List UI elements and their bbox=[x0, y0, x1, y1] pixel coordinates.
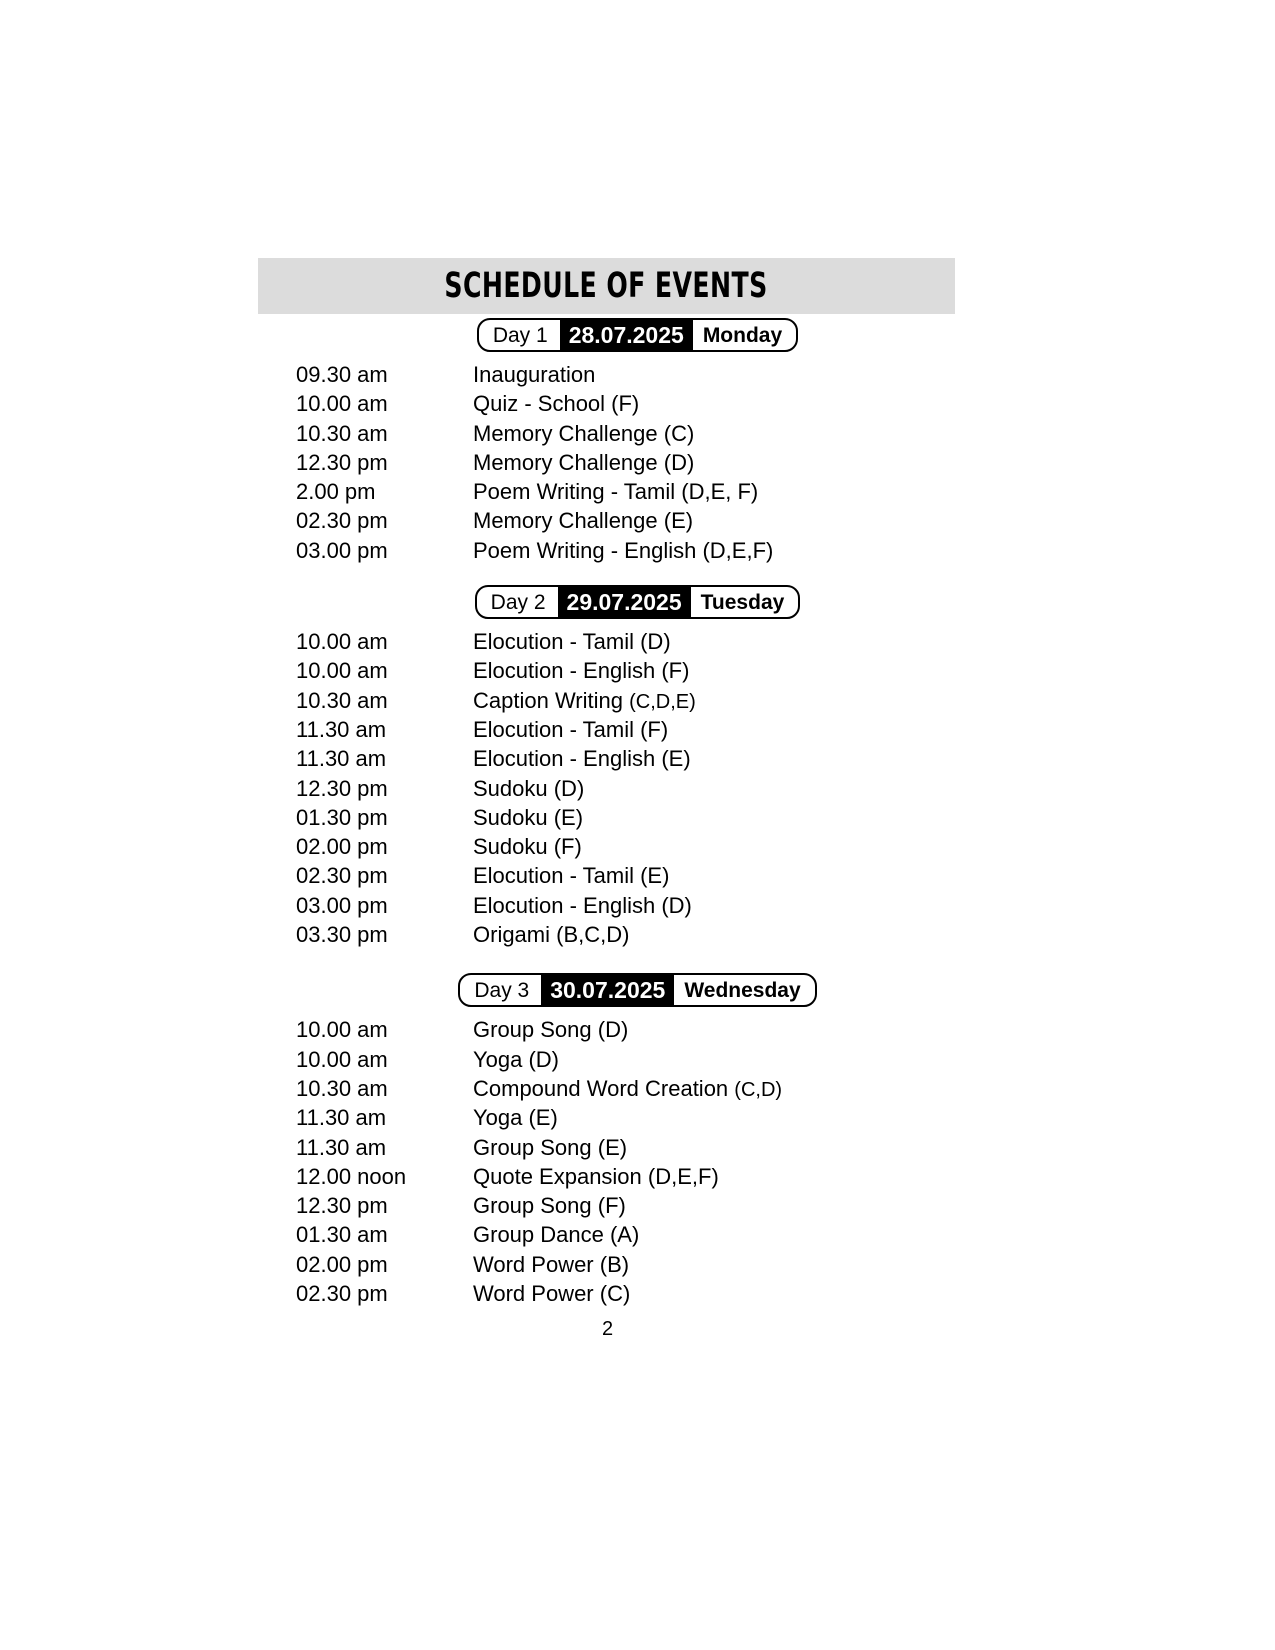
event-name-text: Compound Word Creation bbox=[473, 1075, 735, 1101]
event-time: 01.30 am bbox=[296, 1222, 388, 1248]
event-row bbox=[0, 1047, 1275, 1076]
event-row bbox=[0, 1281, 1275, 1310]
day-block bbox=[0, 973, 1275, 1310]
event-time: 10.00 am bbox=[296, 1017, 388, 1043]
event-time: 09.30 am bbox=[296, 362, 388, 387]
event-row bbox=[0, 717, 1275, 746]
day-badge-label: Day 2 bbox=[490, 590, 546, 614]
event-time: 10.00 am bbox=[296, 1046, 388, 1072]
event-name-text: Caption Writing bbox=[473, 687, 630, 713]
event-row bbox=[0, 629, 1275, 658]
event-time: 02.00 pm bbox=[296, 1251, 388, 1277]
event-row bbox=[0, 688, 1275, 717]
page-title: SCHEDULE OF EVENTS bbox=[444, 265, 769, 306]
event-row bbox=[0, 658, 1275, 687]
day-badge-date: 29.07.2025 bbox=[558, 587, 691, 617]
event-time: 11.30 am bbox=[296, 716, 387, 742]
event-row bbox=[0, 450, 1275, 479]
event-name bbox=[473, 391, 639, 417]
event-time: 02.30 pm bbox=[296, 1281, 388, 1307]
event-name bbox=[473, 629, 671, 655]
event-name bbox=[473, 863, 669, 889]
event-name bbox=[473, 1193, 626, 1219]
day-badge-date: 30.07.2025 bbox=[541, 975, 674, 1005]
event-row bbox=[0, 1252, 1275, 1281]
event-row bbox=[0, 1164, 1275, 1193]
event-time: 02.30 pm bbox=[296, 863, 388, 889]
event-name-text: Elocution - Tamil (F) bbox=[473, 716, 669, 742]
event-name-text: Elocution - English (E) bbox=[473, 746, 691, 772]
event-name bbox=[473, 805, 583, 831]
event-time: 01.30 pm bbox=[296, 804, 388, 830]
event-row bbox=[0, 479, 1275, 508]
event-name bbox=[473, 1047, 559, 1073]
day-badge-label: Day 3 bbox=[474, 978, 530, 1002]
event-name bbox=[473, 1281, 630, 1307]
day-events bbox=[0, 362, 1275, 567]
event-row bbox=[0, 893, 1275, 922]
event-name bbox=[473, 1135, 627, 1161]
event-row bbox=[0, 1076, 1275, 1105]
event-time: 03.30 pm bbox=[296, 922, 388, 948]
event-name-text: Quote Expansion (D,E,F) bbox=[473, 1163, 719, 1189]
event-row bbox=[0, 1193, 1275, 1222]
event-name bbox=[473, 1252, 629, 1278]
event-name bbox=[473, 1105, 558, 1131]
event-name-text: Group Song (E) bbox=[473, 1134, 628, 1160]
event-name bbox=[473, 479, 758, 505]
event-name bbox=[473, 746, 691, 772]
event-row bbox=[0, 1105, 1275, 1134]
event-row bbox=[0, 1135, 1275, 1164]
event-grades: (C,D) bbox=[734, 1078, 783, 1101]
day-badge-label: Day 1 bbox=[492, 323, 548, 347]
event-name bbox=[473, 1017, 628, 1043]
day-events bbox=[0, 1017, 1275, 1310]
event-row bbox=[0, 1222, 1275, 1251]
event-row bbox=[0, 362, 1275, 391]
event-time: 2.00 pm bbox=[296, 479, 376, 505]
event-time: 11.30 am bbox=[296, 746, 387, 772]
day-badge-weekday: Wednesday bbox=[684, 978, 801, 1002]
event-time: 10.00 am bbox=[296, 629, 388, 655]
event-name bbox=[473, 717, 668, 743]
event-name-text: Elocution - Tamil (E) bbox=[473, 863, 670, 889]
event-name bbox=[473, 362, 595, 388]
event-name-text: Word Power (B) bbox=[473, 1251, 630, 1277]
event-row bbox=[0, 863, 1275, 892]
event-row bbox=[0, 1017, 1275, 1046]
event-time: 11.30 am bbox=[296, 1105, 387, 1131]
event-name bbox=[473, 1164, 719, 1190]
event-name-text: Sudoku (E) bbox=[473, 804, 584, 830]
day-block bbox=[0, 318, 1275, 567]
event-time: 12.30 pm bbox=[296, 1193, 388, 1219]
event-name-text: Poem Writing - Tamil (D,E, F) bbox=[473, 479, 759, 505]
event-row bbox=[0, 538, 1275, 567]
event-name bbox=[473, 1076, 782, 1102]
event-time: 10.30 am bbox=[296, 420, 388, 446]
event-name bbox=[473, 893, 692, 919]
event-row bbox=[0, 805, 1275, 834]
event-row bbox=[0, 922, 1275, 951]
event-name bbox=[473, 450, 694, 476]
event-row bbox=[0, 508, 1275, 537]
day-badge bbox=[458, 973, 816, 1007]
event-name-text: Group Song (D) bbox=[473, 1017, 629, 1043]
event-name-text: Yoga (D) bbox=[473, 1046, 560, 1072]
event-name-text: Sudoku (D) bbox=[473, 775, 585, 801]
event-time: 12.30 pm bbox=[296, 449, 388, 475]
day-badge-date: 28.07.2025 bbox=[560, 320, 693, 350]
event-name-text: Quiz - School (F) bbox=[473, 391, 640, 417]
event-name-text: Elocution - Tamil (D) bbox=[473, 629, 671, 655]
event-time: 10.30 am bbox=[296, 1075, 388, 1101]
event-name-text: Origami (B,C,D) bbox=[473, 922, 630, 948]
event-time: 03.00 pm bbox=[296, 537, 388, 563]
event-name bbox=[473, 1222, 639, 1248]
event-time: 02.00 pm bbox=[296, 834, 388, 860]
day-badge bbox=[475, 585, 801, 619]
event-name-text: Elocution - English (D) bbox=[473, 892, 692, 918]
page-title-banner bbox=[258, 258, 955, 314]
event-time: 10.00 am bbox=[296, 658, 388, 684]
event-name-text: Memory Challenge (C) bbox=[473, 420, 695, 446]
event-time: 12.00 noon bbox=[296, 1163, 407, 1189]
page-number: 2 bbox=[601, 1318, 614, 1340]
day-badge-row bbox=[0, 318, 1275, 352]
event-time: 10.00 am bbox=[296, 391, 388, 417]
event-row bbox=[0, 776, 1275, 805]
event-row bbox=[0, 746, 1275, 775]
day-block bbox=[0, 585, 1275, 951]
day-events bbox=[0, 629, 1275, 951]
event-name bbox=[473, 834, 582, 860]
day-badge bbox=[477, 318, 798, 352]
event-name bbox=[473, 688, 696, 714]
event-time: 11.30 am bbox=[296, 1134, 387, 1160]
day-badge-row bbox=[0, 973, 1275, 1007]
event-name-text: Elocution - English (F) bbox=[473, 658, 690, 684]
event-time: 02.30 pm bbox=[296, 508, 388, 534]
event-name bbox=[473, 538, 773, 564]
event-name-text: Sudoku (F) bbox=[473, 834, 582, 860]
event-time: 10.30 am bbox=[296, 687, 388, 713]
event-row bbox=[0, 834, 1275, 863]
section-spacer bbox=[0, 567, 1275, 585]
event-name-text: Group Song (F) bbox=[473, 1193, 626, 1219]
event-time: 12.30 pm bbox=[296, 775, 388, 801]
event-grades: (C,D,E) bbox=[629, 690, 696, 713]
event-name-text: Group Dance (A) bbox=[473, 1222, 640, 1248]
event-name bbox=[473, 508, 693, 534]
day-badge-weekday: Monday bbox=[702, 323, 783, 347]
day-badge-row bbox=[0, 585, 1275, 619]
schedule-list bbox=[0, 318, 1275, 1310]
event-name bbox=[473, 776, 584, 802]
day-badge-weekday: Tuesday bbox=[700, 590, 785, 614]
event-name bbox=[473, 421, 694, 447]
event-name-text: Inauguration bbox=[473, 362, 596, 387]
event-name-text: Word Power (C) bbox=[473, 1281, 631, 1307]
event-name-text: Poem Writing - English (D,E,F) bbox=[473, 537, 774, 563]
event-row bbox=[0, 391, 1275, 420]
event-name-text: Memory Challenge (E) bbox=[473, 508, 694, 534]
event-time: 03.00 pm bbox=[296, 892, 388, 918]
event-name-text: Yoga (E) bbox=[473, 1105, 558, 1131]
event-name-text: Memory Challenge (D) bbox=[473, 449, 695, 475]
section-spacer bbox=[0, 951, 1275, 973]
event-name bbox=[473, 922, 629, 948]
event-name bbox=[473, 658, 689, 684]
event-row bbox=[0, 421, 1275, 450]
